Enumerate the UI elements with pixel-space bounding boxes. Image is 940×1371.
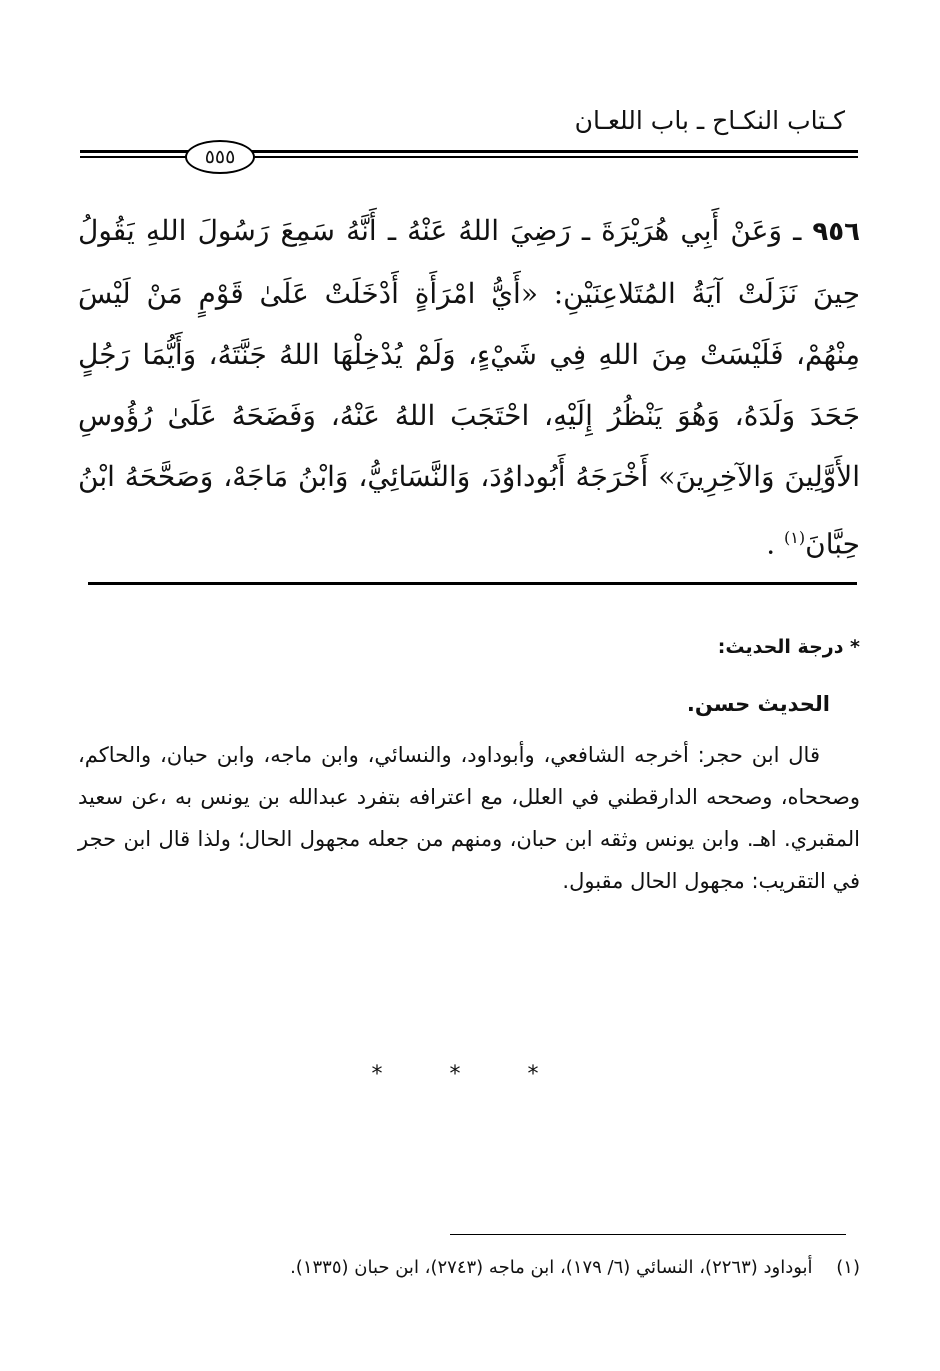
grade-commentary xyxy=(78,734,860,902)
grade-heading: * درجة الحديث: xyxy=(717,636,860,658)
hadith-end: . xyxy=(766,527,785,561)
hadith-number: ٩٥٦ xyxy=(812,217,860,247)
hadith-text-block xyxy=(78,200,860,574)
commentary-paragraph: قال ابن حجر: أخرجه الشافعي، وأبوداود، والنسائي، وابن ماجه، وابن حبان، والحاكم، وصححاه، وصححه الدارقطني في العلل، مع اعترافه بتفرد عبدالله بن يونس به ،عن سعيد المقبري. اهـ. وابن يونس وثقه ابن حبان، ومنهم من جعله مجهول الحال؛ ولذا قال ابن حجر في التقريب: مجهول الحال مقبول. xyxy=(78,743,860,893)
grade-verdict: الحديث حسن. xyxy=(686,692,830,716)
footnote-rule xyxy=(450,1234,846,1235)
hadith-body: وَعَنْ أَبِي هُرَيْرَةَ ـ رَضِيَ اللهُ عَنْهُ ـ أَنَّهُ سَمِعَ رَسُولَ اللهِ يَقُولُ حِينَ نَزَلَتْ آيَةُ المُتَلاعِنَيْنِ: «أَيُّ امْرَأَةٍ أَدْخَلَتْ عَلَىٰ قَوْمٍ مَنْ لَيْسَ مِنْهُمْ، فَلَيْسَتْ مِنَ اللهِ فِي شَيْءٍ، وَلَمْ يُدْخِلْهَا اللهُ جَنَّتَهُ، وَأَيُّمَا رَجُلٍ جَحَدَ وَلَدَهُ، وَهُوَ يَنْظُرُ إِلَيْهِ، احْتَجَبَ اللهُ عَنْهُ، وَفَضَحَهُ عَلَىٰ رُؤُوسِ الأَوَّلِينَ وَالآخِرِينَ» أَخْرَجَهُ أَبُوداوُدَ، وَالنَّسَائِيُّ، وَابْنُ مَاجَهْ، وَصَحَّحَهُ ابْنُ حِبَّانَ xyxy=(78,214,860,561)
ornamental-separator: * * * xyxy=(371,1062,569,1087)
footnote-text: أبوداود (٢٢٦٣)، النسائي (٦/ ١٧٩)، ابن ماجه (٢٧٤٣)، ابن حبان (١٣٣٥). xyxy=(290,1257,813,1278)
section-divider xyxy=(88,582,857,585)
footnote xyxy=(290,1257,860,1278)
page-number-text: ٥٥٥ xyxy=(204,146,236,168)
hadith-dash: ـ xyxy=(781,214,802,247)
running-header-title: كـتاب النكـاح ـ باب اللعـان xyxy=(574,106,845,135)
footnote-mark: (١) xyxy=(836,1257,860,1278)
footnote-reference: (١) xyxy=(784,528,806,547)
page-number xyxy=(185,140,255,174)
